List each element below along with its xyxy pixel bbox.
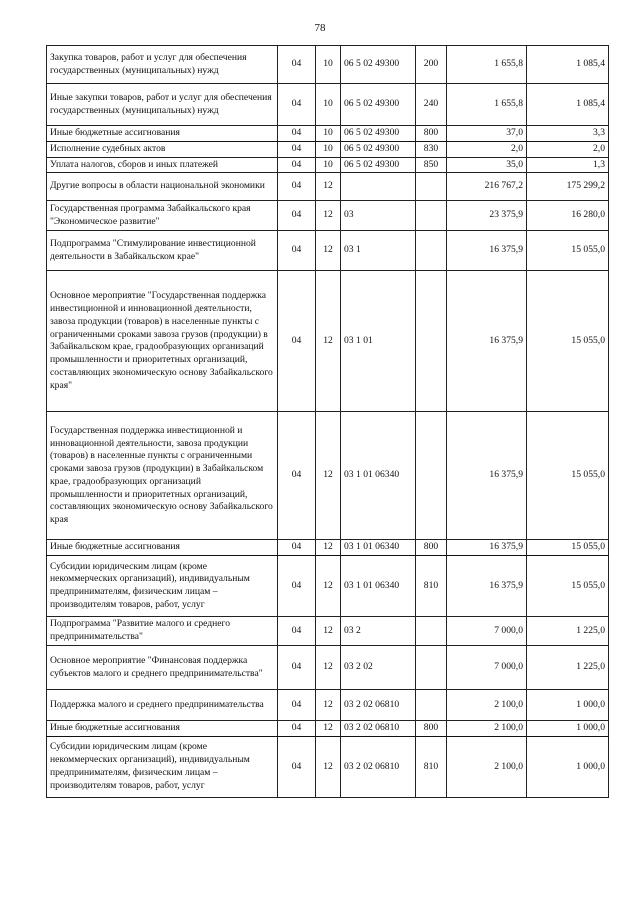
row-subsection: 12 [316, 540, 341, 556]
row-section: 04 [278, 173, 316, 201]
table-row [47, 141, 609, 157]
row-subsection: 12 [316, 690, 341, 721]
table-row [47, 721, 609, 737]
row-name: Основное мероприятие "Финансовая поддержка субъектов малого и среднего предпринимательства" [47, 646, 278, 690]
row-name: Основное мероприятие "Государственная поддержка инвестиционной и инновационной деятельности, завоза продукции (товаров) в населенные пункты с ограниченными сроками завоза грузов (продукции) в Забайкальском крае, градообразующих организаций промышленности и приоритетных организаций, составляющих экономическую основу Забайкальского края" [47, 271, 278, 412]
table-row [47, 173, 609, 201]
row-name: Закупка товаров, работ и услуг для обеспечения государственных (муниципальных) нужд [47, 46, 278, 84]
row-target-article [341, 173, 416, 201]
table-row [47, 646, 609, 690]
row-expense-type [416, 646, 447, 690]
row-section: 04 [278, 201, 316, 231]
row-target-article: 03 1 [341, 231, 416, 271]
row-target-article: 03 2 02 06810 [341, 736, 416, 797]
row-section: 04 [278, 540, 316, 556]
row-section: 04 [278, 46, 316, 84]
row-expense-type: 810 [416, 736, 447, 797]
row-subsection: 12 [316, 617, 341, 646]
row-amount-1: 216 767,2 [447, 173, 527, 201]
row-name: Иные бюджетные ассигнования [47, 721, 278, 737]
row-amount-1: 1 655,8 [447, 84, 527, 126]
row-name: Государственная поддержка инвестиционной и инновационной деятельности, завоза продукции (товаров) в населенные пункты с ограниченными сроками завоза грузов (продукции) в Забайкальском крае, градообразующих организаций промышленности и приоритетных организаций, составляющих экономическую основу Забайкальского края [47, 412, 278, 540]
table-row [47, 271, 609, 412]
row-subsection: 10 [316, 46, 341, 84]
row-name: Другие вопросы в области национальной экономики [47, 173, 278, 201]
row-amount-2: 16 280,0 [527, 201, 609, 231]
row-name: Государственная программа Забайкальского края "Экономическое развитие" [47, 201, 278, 231]
row-target-article: 06 5 02 49300 [341, 126, 416, 142]
row-expense-type [416, 617, 447, 646]
row-subsection: 10 [316, 157, 341, 173]
row-amount-1: 7 000,0 [447, 646, 527, 690]
row-expense-type: 800 [416, 721, 447, 737]
row-target-article: 06 5 02 49300 [341, 141, 416, 157]
table-row [47, 690, 609, 721]
row-section: 04 [278, 721, 316, 737]
row-name: Исполнение судебных актов [47, 141, 278, 157]
row-subsection: 12 [316, 271, 341, 412]
row-section: 04 [278, 646, 316, 690]
row-section: 04 [278, 736, 316, 797]
table-row [47, 157, 609, 173]
row-expense-type: 240 [416, 84, 447, 126]
row-amount-2: 175 299,2 [527, 173, 609, 201]
row-subsection: 12 [316, 646, 341, 690]
row-expense-type: 850 [416, 157, 447, 173]
row-subsection: 10 [316, 84, 341, 126]
row-target-article: 06 5 02 49300 [341, 46, 416, 84]
row-target-article: 03 2 02 06810 [341, 721, 416, 737]
row-expense-type [416, 173, 447, 201]
row-subsection: 12 [316, 173, 341, 201]
row-name: Подпрограмма "Стимулирование инвестиционной деятельности в Забайкальском крае" [47, 231, 278, 271]
table-row [47, 617, 609, 646]
row-target-article: 03 1 01 06340 [341, 540, 416, 556]
row-name: Иные бюджетные ассигнования [47, 540, 278, 556]
row-name: Уплата налогов, сборов и иных платежей [47, 157, 278, 173]
row-name: Подпрограмма "Развитие малого и среднего предпринимательства" [47, 617, 278, 646]
row-section: 04 [278, 556, 316, 617]
row-subsection: 12 [316, 201, 341, 231]
row-expense-type: 800 [416, 126, 447, 142]
row-expense-type [416, 271, 447, 412]
row-amount-2: 15 055,0 [527, 540, 609, 556]
row-name: Иные закупки товаров, работ и услуг для обеспечения государственных (муниципальных) нужд [47, 84, 278, 126]
row-name: Поддержка малого и среднего предпринимательства [47, 690, 278, 721]
row-expense-type [416, 690, 447, 721]
row-amount-1: 16 375,9 [447, 540, 527, 556]
row-subsection: 12 [316, 412, 341, 540]
row-expense-type: 830 [416, 141, 447, 157]
row-amount-1: 16 375,9 [447, 412, 527, 540]
row-target-article: 03 1 01 06340 [341, 556, 416, 617]
row-section: 04 [278, 157, 316, 173]
row-amount-1: 2 100,0 [447, 736, 527, 797]
row-amount-2: 15 055,0 [527, 231, 609, 271]
row-section: 04 [278, 412, 316, 540]
row-amount-1: 23 375,9 [447, 201, 527, 231]
row-amount-2: 1 085,4 [527, 46, 609, 84]
row-target-article: 06 5 02 49300 [341, 157, 416, 173]
row-target-article: 03 1 01 [341, 271, 416, 412]
table-row [47, 412, 609, 540]
row-target-article: 03 2 02 [341, 646, 416, 690]
row-target-article: 03 1 01 06340 [341, 412, 416, 540]
row-amount-1: 2,0 [447, 141, 527, 157]
table-row [47, 201, 609, 231]
row-section: 04 [278, 231, 316, 271]
row-amount-1: 16 375,9 [447, 556, 527, 617]
row-amount-2: 1 225,0 [527, 617, 609, 646]
row-amount-2: 1 000,0 [527, 721, 609, 737]
row-section: 04 [278, 690, 316, 721]
table-row [47, 126, 609, 142]
row-expense-type [416, 231, 447, 271]
row-amount-2: 15 055,0 [527, 556, 609, 617]
row-amount-2: 1 000,0 [527, 690, 609, 721]
row-name: Субсидии юридическим лицам (кроме некоммерческих организаций), индивидуальным предпринимателям, физическим лицам – производителям товаров, работ, услуг [47, 736, 278, 797]
table-row [47, 540, 609, 556]
row-amount-1: 1 655,8 [447, 46, 527, 84]
row-amount-2: 1 085,4 [527, 84, 609, 126]
row-subsection: 12 [316, 721, 341, 737]
row-amount-1: 2 100,0 [447, 690, 527, 721]
row-section: 04 [278, 141, 316, 157]
row-subsection: 10 [316, 126, 341, 142]
row-expense-type: 800 [416, 540, 447, 556]
row-name: Субсидии юридическим лицам (кроме некоммерческих организаций), индивидуальным предпринимателям, физическим лицам – производителям товаров, работ, услуг [47, 556, 278, 617]
row-target-article: 03 2 02 06810 [341, 690, 416, 721]
table-row [47, 84, 609, 126]
row-target-article: 06 5 02 49300 [341, 84, 416, 126]
row-amount-1: 16 375,9 [447, 271, 527, 412]
row-section: 04 [278, 617, 316, 646]
row-subsection: 12 [316, 736, 341, 797]
row-section: 04 [278, 84, 316, 126]
row-amount-2: 1 225,0 [527, 646, 609, 690]
row-target-article: 03 2 [341, 617, 416, 646]
row-amount-1: 16 375,9 [447, 231, 527, 271]
table-row [47, 231, 609, 271]
row-expense-type [416, 412, 447, 540]
row-subsection: 10 [316, 141, 341, 157]
row-amount-2: 3,3 [527, 126, 609, 142]
row-amount-2: 2,0 [527, 141, 609, 157]
row-expense-type: 200 [416, 46, 447, 84]
row-amount-1: 2 100,0 [447, 721, 527, 737]
table-row [47, 556, 609, 617]
row-amount-1: 37,0 [447, 126, 527, 142]
row-section: 04 [278, 126, 316, 142]
row-amount-2: 1 000,0 [527, 736, 609, 797]
row-subsection: 12 [316, 556, 341, 617]
table-row [47, 736, 609, 797]
row-subsection: 12 [316, 231, 341, 271]
row-amount-2: 15 055,0 [527, 271, 609, 412]
page-number: 78 [314, 22, 326, 34]
table-row [47, 46, 609, 84]
row-amount-2: 15 055,0 [527, 412, 609, 540]
row-expense-type: 810 [416, 556, 447, 617]
row-section: 04 [278, 271, 316, 412]
row-amount-2: 1,3 [527, 157, 609, 173]
row-name: Иные бюджетные ассигнования [47, 126, 278, 142]
row-amount-1: 35,0 [447, 157, 527, 173]
row-target-article: 03 [341, 201, 416, 231]
budget-table [46, 45, 609, 798]
row-amount-1: 7 000,0 [447, 617, 527, 646]
row-expense-type [416, 201, 447, 231]
